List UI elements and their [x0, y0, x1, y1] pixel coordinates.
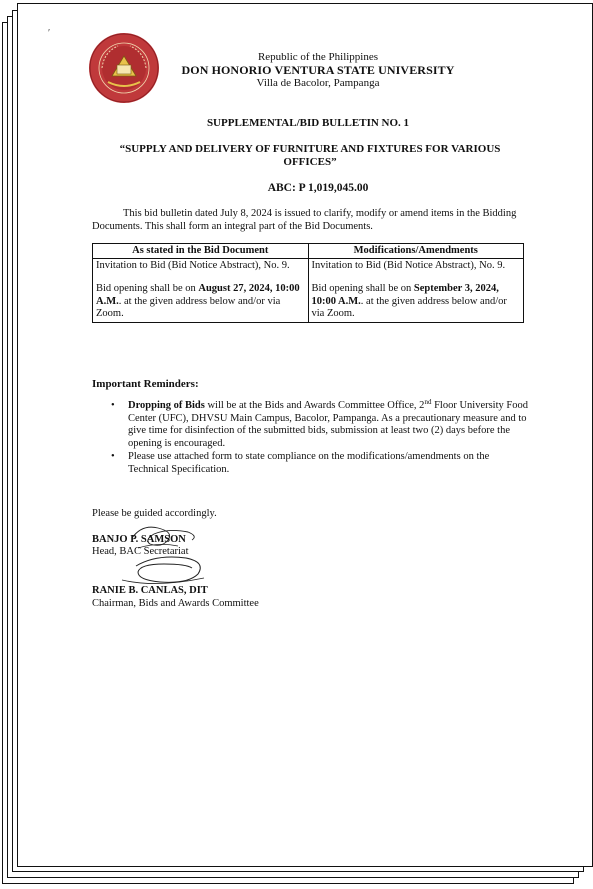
table-row [93, 258, 524, 322]
reminders-title: Important Reminders: [92, 378, 199, 390]
signatory-role-1: Head, BAC Secretariat [92, 546, 189, 557]
header-university: DON HONORIO VENTURA STATE UNIVERSITY [181, 63, 455, 77]
header-republic: Republic of the Philippines [257, 51, 379, 63]
amendment-cell [308, 258, 524, 322]
amended-notice: Invitation to Bid (Bid Notice Abstract), No. 9. [311, 259, 506, 271]
original-bid-opening-suffix: . at the given address below and/or via Zoom. [96, 295, 281, 319]
signatory-role-2: Chairman, Bids and Awards Committee [92, 598, 259, 609]
column-header-original: As stated in the Bid Document [93, 244, 309, 259]
abc-amount: ABC: P 1,019,045.00 [267, 182, 369, 194]
signatory-name-1: BANJO P. SAMSON [92, 534, 186, 545]
column-header-amendment: Modifications/Amendments [308, 244, 524, 259]
reminder-text-a: will be at the Bids and Awards Committee Office, 2 [204, 400, 425, 411]
amendments-table [92, 243, 524, 323]
signatory-name-2: RANIE B. CANLAS, DIT [92, 585, 208, 596]
reminder-bold: Dropping of Bids [128, 400, 205, 411]
amended-bid-opening [312, 283, 521, 321]
list-item: • Please use attached form to state compliance on the modifications/amendments on the Technical Specification. [128, 451, 532, 476]
original-cell [93, 258, 309, 322]
reminder-text-b: Floor University Food Center (UFC), DHVSU Main Campus, Bacolor, Pampanga. As a precautionary measure and to give time for disinfection of the submitted bids, submission at least two (2) days before the opening is encouraged. [128, 400, 528, 449]
project-title: “SUPPLY AND DELIVERY OF FURNITURE AND FIXTURES FOR VARIOUS OFFICES” [119, 143, 501, 168]
closing-line: Please be guided accordingly. [92, 508, 217, 519]
original-bid-opening-prefix: Bid opening shall be on [96, 283, 199, 294]
header-location: Villa de Bacolor, Pampanga [256, 77, 380, 89]
reminder-sup: nd [424, 398, 432, 406]
original-notice: Invitation to Bid (Bid Notice Abstract), No. 9. [96, 259, 290, 271]
reminders-list [92, 400, 532, 477]
original-bid-opening [96, 283, 305, 321]
amended-bid-opening-prefix: Bid opening shall be on [311, 283, 414, 294]
document-page [17, 3, 593, 867]
pen-mark-icon: ′ [48, 28, 51, 39]
intro-paragraph: This bid bulletin dated July 8, 2024 is issued to clarify, modify or amend items in the Bidding Documents. This shall form an integral part of the Bid Documents. [92, 208, 517, 232]
list-item [128, 400, 532, 450]
table-header-row [93, 244, 524, 259]
amended-bid-opening-date: September 3, 2024, 10:00 A.M. [311, 283, 499, 307]
bulletin-title: SUPPLEMENTAL/BID BULLETIN NO. 1 [206, 117, 410, 129]
amended-bid-opening-suffix: . at the given address below and/or via Zoom. [311, 295, 507, 319]
university-seal-icon [88, 32, 160, 104]
original-bid-opening-date: August 27, 2024, 10:00 A.M. [96, 283, 300, 307]
